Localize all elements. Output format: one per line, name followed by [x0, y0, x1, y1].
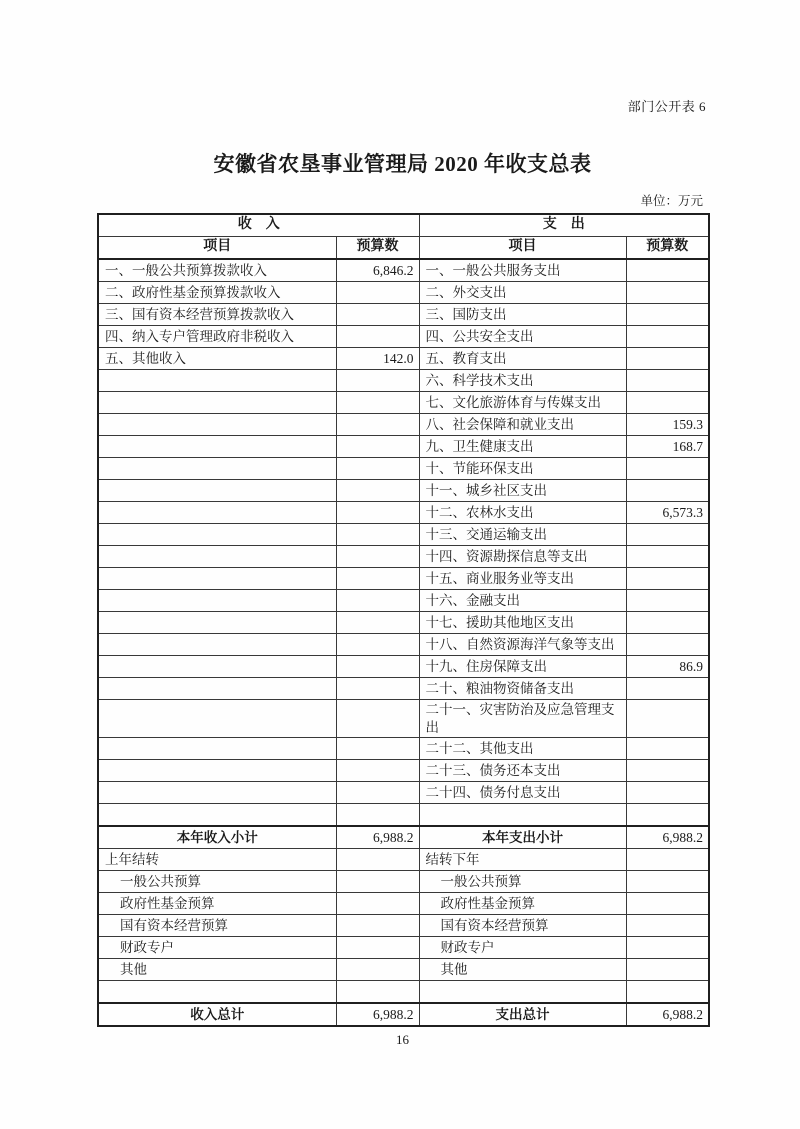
income-value-cell	[336, 782, 419, 804]
income-value-cell	[336, 304, 419, 326]
income-value-cell	[336, 458, 419, 480]
income-item-column-header: 项目	[98, 237, 336, 260]
table-row	[98, 760, 709, 782]
income-item-cell: 一般公共预算	[98, 871, 336, 893]
table-row	[98, 436, 709, 458]
table-row	[98, 656, 709, 678]
income-item-cell: 上年结转	[98, 849, 336, 871]
table-row	[98, 304, 709, 326]
expense-value-cell	[626, 871, 709, 893]
page-title: 安徽省农垦事业管理局 2020 年收支总表	[213, 152, 592, 176]
income-value-cell	[336, 282, 419, 304]
income-value-cell	[336, 915, 419, 937]
table-row	[98, 282, 709, 304]
table-row	[98, 414, 709, 436]
table-row	[98, 700, 709, 738]
table-row	[98, 392, 709, 414]
expense-value-cell	[626, 259, 709, 282]
budget-table	[97, 213, 710, 1027]
expense-item-cell: 二、外交支出	[419, 282, 626, 304]
income-item-cell	[98, 590, 336, 612]
table-row	[98, 502, 709, 524]
table-row	[98, 782, 709, 804]
expense-item-cell: 二十二、其他支出	[419, 738, 626, 760]
expense-value-cell	[626, 524, 709, 546]
expense-value-cell	[626, 700, 709, 738]
income-value-cell	[336, 871, 419, 893]
income-value-cell	[336, 546, 419, 568]
expense-value-cell	[626, 782, 709, 804]
expense-item-cell	[419, 981, 626, 1004]
table-row	[98, 458, 709, 480]
expense-value-cell	[626, 760, 709, 782]
expense-item-cell: 二十三、债务还本支出	[419, 760, 626, 782]
income-item-cell	[98, 656, 336, 678]
expense-value-cell	[626, 326, 709, 348]
income-item-cell: 国有资本经营预算	[98, 915, 336, 937]
expense-value-cell	[626, 370, 709, 392]
expense-item-cell: 支出总计	[419, 1003, 626, 1026]
income-item-cell: 政府性基金预算	[98, 893, 336, 915]
expense-item-cell: 政府性基金预算	[419, 893, 626, 915]
income-value-cell	[336, 738, 419, 760]
table-row	[98, 590, 709, 612]
expense-value-cell	[626, 348, 709, 370]
table-row	[98, 259, 709, 282]
expense-value-cell	[626, 546, 709, 568]
expense-item-cell: 六、科学技术支出	[419, 370, 626, 392]
expense-item-cell: 八、社会保障和就业支出	[419, 414, 626, 436]
unit-note: 单位：万元	[640, 194, 703, 208]
expense-item-cell: 十、节能环保支出	[419, 458, 626, 480]
income-item-cell	[98, 782, 336, 804]
expense-value-cell	[626, 849, 709, 871]
expense-item-cell: 七、文化旅游体育与传媒支出	[419, 392, 626, 414]
expense-value-cell	[626, 893, 709, 915]
table-row	[98, 634, 709, 656]
expense-section-header: 支 出	[419, 214, 709, 237]
income-value-cell	[336, 981, 419, 1004]
income-value-cell	[336, 436, 419, 458]
income-item-cell	[98, 436, 336, 458]
expense-item-cell: 十三、交通运输支出	[419, 524, 626, 546]
doc-label: 部门公开表 6	[627, 99, 706, 114]
income-item-cell: 四、纳入专户管理政府非税收入	[98, 326, 336, 348]
table-row	[98, 915, 709, 937]
expense-value-cell: 6,988.2	[626, 826, 709, 849]
income-value-cell	[336, 656, 419, 678]
expense-item-cell: 二十、粮油物资储备支出	[419, 678, 626, 700]
expense-value-cell	[626, 738, 709, 760]
income-value-cell: 6,988.2	[336, 826, 419, 849]
expense-value-cell	[626, 804, 709, 827]
expense-item-cell: 九、卫生健康支出	[419, 436, 626, 458]
table-row	[98, 937, 709, 959]
expense-budget-column-header: 预算数	[626, 237, 709, 260]
income-value-cell	[336, 612, 419, 634]
expense-value-cell: 86.9	[626, 656, 709, 678]
income-item-cell	[98, 700, 336, 738]
expense-item-cell: 一、一般公共服务支出	[419, 259, 626, 282]
table-row	[98, 326, 709, 348]
table-row	[98, 480, 709, 502]
income-item-cell	[98, 392, 336, 414]
income-value-cell	[336, 568, 419, 590]
income-value-cell	[336, 524, 419, 546]
expense-item-cell: 结转下年	[419, 849, 626, 871]
expense-value-cell: 168.7	[626, 436, 709, 458]
income-item-cell	[98, 981, 336, 1004]
expense-value-cell: 6,988.2	[626, 1003, 709, 1026]
expense-item-column-header: 项目	[419, 237, 626, 260]
income-item-cell: 三、国有资本经营预算拨款收入	[98, 304, 336, 326]
expense-item-cell: 四、公共安全支出	[419, 326, 626, 348]
table-row	[98, 370, 709, 392]
income-value-cell: 142.0	[336, 348, 419, 370]
income-value-cell	[336, 804, 419, 827]
expense-item-cell: 十八、自然资源海洋气象等支出	[419, 634, 626, 656]
table-row	[98, 524, 709, 546]
expense-value-cell: 159.3	[626, 414, 709, 436]
expense-value-cell	[626, 981, 709, 1004]
expense-value-cell: 6,573.3	[626, 502, 709, 524]
expense-value-cell	[626, 937, 709, 959]
expense-value-cell	[626, 678, 709, 700]
income-value-cell	[336, 634, 419, 656]
expense-value-cell	[626, 590, 709, 612]
expense-item-cell: 十六、金融支出	[419, 590, 626, 612]
income-section-header: 收 入	[98, 214, 419, 237]
income-item-cell	[98, 370, 336, 392]
income-value-cell	[336, 893, 419, 915]
expense-item-cell: 十四、资源勘探信息等支出	[419, 546, 626, 568]
income-item-cell: 其他	[98, 959, 336, 981]
income-item-cell	[98, 480, 336, 502]
page-number: 16	[396, 1032, 409, 1047]
expense-value-cell	[626, 915, 709, 937]
column-header-row	[98, 237, 709, 260]
table-row	[98, 678, 709, 700]
income-item-cell	[98, 738, 336, 760]
expense-item-cell: 其他	[419, 959, 626, 981]
expense-item-cell: 五、教育支出	[419, 348, 626, 370]
income-item-cell: 收入总计	[98, 1003, 336, 1026]
table-row	[98, 612, 709, 634]
expense-value-cell	[626, 458, 709, 480]
expense-value-cell	[626, 392, 709, 414]
expense-item-cell: 本年支出小计	[419, 826, 626, 849]
expense-value-cell	[626, 568, 709, 590]
table-row	[98, 804, 709, 827]
income-value-cell	[336, 480, 419, 502]
expense-value-cell	[626, 282, 709, 304]
expense-item-cell: 十七、援助其他地区支出	[419, 612, 626, 634]
income-item-cell: 本年收入小计	[98, 826, 336, 849]
income-item-cell	[98, 568, 336, 590]
table-row	[98, 826, 709, 849]
expense-item-cell: 十二、农林水支出	[419, 502, 626, 524]
income-value-cell	[336, 678, 419, 700]
income-value-cell	[336, 959, 419, 981]
income-budget-column-header: 预算数	[336, 237, 419, 260]
income-value-cell: 6,988.2	[336, 1003, 419, 1026]
expense-item-cell: 十五、商业服务业等支出	[419, 568, 626, 590]
expense-item-cell: 一般公共预算	[419, 871, 626, 893]
expense-value-cell	[626, 959, 709, 981]
table-row	[98, 348, 709, 370]
expense-item-cell: 十一、城乡社区支出	[419, 480, 626, 502]
income-item-cell	[98, 634, 336, 656]
table-row	[98, 871, 709, 893]
table-row	[98, 738, 709, 760]
income-value-cell	[336, 849, 419, 871]
income-value-cell	[336, 502, 419, 524]
expense-item-cell	[419, 804, 626, 827]
expense-value-cell	[626, 634, 709, 656]
income-item-cell	[98, 524, 336, 546]
expense-item-cell: 十九、住房保障支出	[419, 656, 626, 678]
income-item-cell	[98, 678, 336, 700]
income-item-cell: 二、政府性基金预算拨款收入	[98, 282, 336, 304]
income-value-cell: 6,846.2	[336, 259, 419, 282]
income-item-cell: 财政专户	[98, 937, 336, 959]
expense-item-cell: 财政专户	[419, 937, 626, 959]
income-item-cell	[98, 612, 336, 634]
income-item-cell	[98, 804, 336, 827]
income-item-cell	[98, 502, 336, 524]
income-value-cell	[336, 760, 419, 782]
income-value-cell	[336, 590, 419, 612]
table-row	[98, 546, 709, 568]
income-item-cell	[98, 458, 336, 480]
expense-value-cell	[626, 612, 709, 634]
income-item-cell	[98, 546, 336, 568]
table-row	[98, 1003, 709, 1026]
income-value-cell	[336, 392, 419, 414]
expense-item-cell: 国有资本经营预算	[419, 915, 626, 937]
table-row	[98, 893, 709, 915]
table-row	[98, 568, 709, 590]
income-item-cell: 五、其他收入	[98, 348, 336, 370]
expense-item-cell: 三、国防支出	[419, 304, 626, 326]
expense-item-cell: 二十四、债务付息支出	[419, 782, 626, 804]
income-value-cell	[336, 700, 419, 738]
section-header-row	[98, 214, 709, 237]
income-value-cell	[336, 326, 419, 348]
table-row	[98, 981, 709, 1004]
income-item-cell	[98, 760, 336, 782]
income-item-cell	[98, 414, 336, 436]
table-row	[98, 959, 709, 981]
expense-value-cell	[626, 304, 709, 326]
income-value-cell	[336, 370, 419, 392]
income-value-cell	[336, 937, 419, 959]
income-value-cell	[336, 414, 419, 436]
table-row	[98, 849, 709, 871]
expense-item-cell: 二十一、灾害防治及应急管理支出	[419, 700, 626, 738]
expense-value-cell	[626, 480, 709, 502]
income-item-cell: 一、一般公共预算拨款收入	[98, 259, 336, 282]
